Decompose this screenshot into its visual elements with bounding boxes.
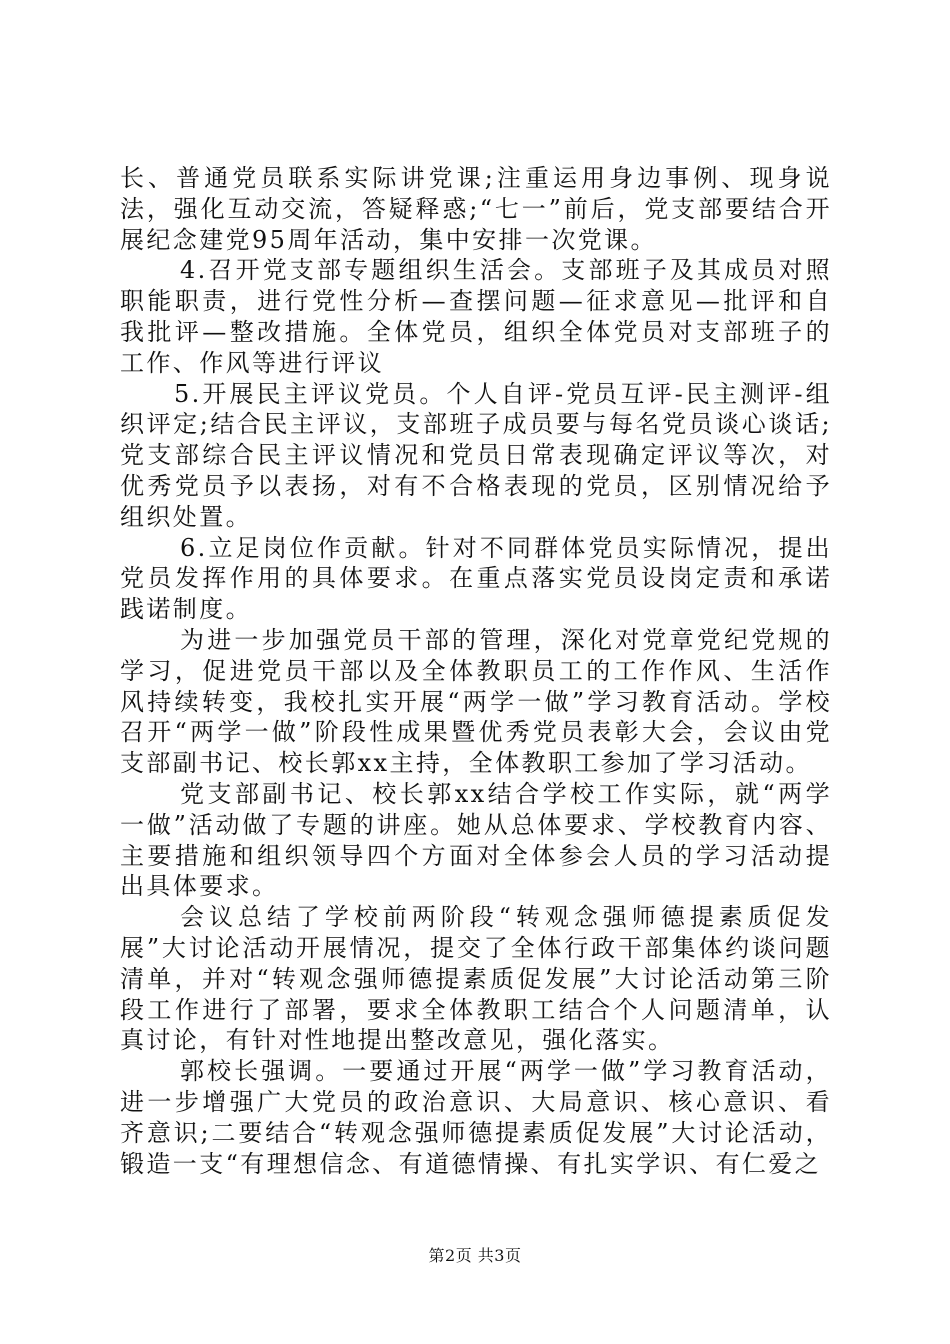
document-body [120,163,832,1179]
paragraph-item-6: 6.立足岗位作贡献。针对不同群体党员实际情况，提出党员发挥作用的具体要求。在重点落实党员设岗定责和承诺践诺制度。 [120,533,832,624]
paragraph-emphasis: 郭校长强调。一要通过开展“两学一做”学习教育活动，进一步增强广大党员的政治意识、大局意识、核心意识、看齐意识;二要结合“转观念强师德提素质促发展”大讨论活动，锻造一支“有理想信念、有道德情操、有扎实学识、有仁爱之 [120,1057,832,1178]
paragraph-background: 为进一步加强党员干部的管理，深化对党章党纪党规的学习，促进党员干部以及全体教职员工的工作作风、生活作风持续转变，我校扎实开展“两学一做”学习教育活动。学校召开“两学一做”阶段性成果暨优秀党员表彰大会，会议由党支部副书记、校长郭xx主持，全体教职工参加了学习活动。 [120,625,832,778]
paragraph-item-4: 4.召开党支部专题组织生活会。支部班子及其成员对照职能职责，进行党性分析—查摆问题—征求意见—批评和自我批评—整改措施。全体党员，组织全体党员对支部班子的工作、作风等进行评议 [120,256,832,377]
paragraph-summary: 会议总结了学校前两阶段“转观念强师德提素质促发展”大讨论活动开展情况，提交了全体行政干部集体约谈问题清单，并对“转观念强师德提素质促发展”大讨论活动第三阶段工作进行了部署，要求全体教职工结合个人问题清单，认真讨论，有针对性地提出整改意见，强化落实。 [120,903,832,1055]
paragraph-continuation: 长、普通党员联系实际讲党课;注重运用身边事例、现身说法，强化互动交流，答疑释惑;“七一”前后，党支部要结合开展纪念建党95周年活动，集中安排一次党课。 [120,164,832,254]
paragraph-lecture: 党支部副书记、校长郭xx结合学校工作实际，就“两学一做”活动做了专题的讲座。她从总体要求、学校教育内容、主要措施和组织领导四个方面对全体参会人员的学习活动提出具体要求。 [120,779,832,901]
page-number-footer: 第2页 共3页 [428,1246,522,1265]
paragraph-item-5: 5.开展民主评议党员。个人自评-党员互评-民主测评-组织评定;结合民主评议，支部班子成员要与每名党员谈心谈话;党支部综合民主评议情况和党员日常表现确定评议等次，对优秀党员予以表扬，对有不合格表现的党员，区别情况给予组织处置。 [120,379,832,531]
